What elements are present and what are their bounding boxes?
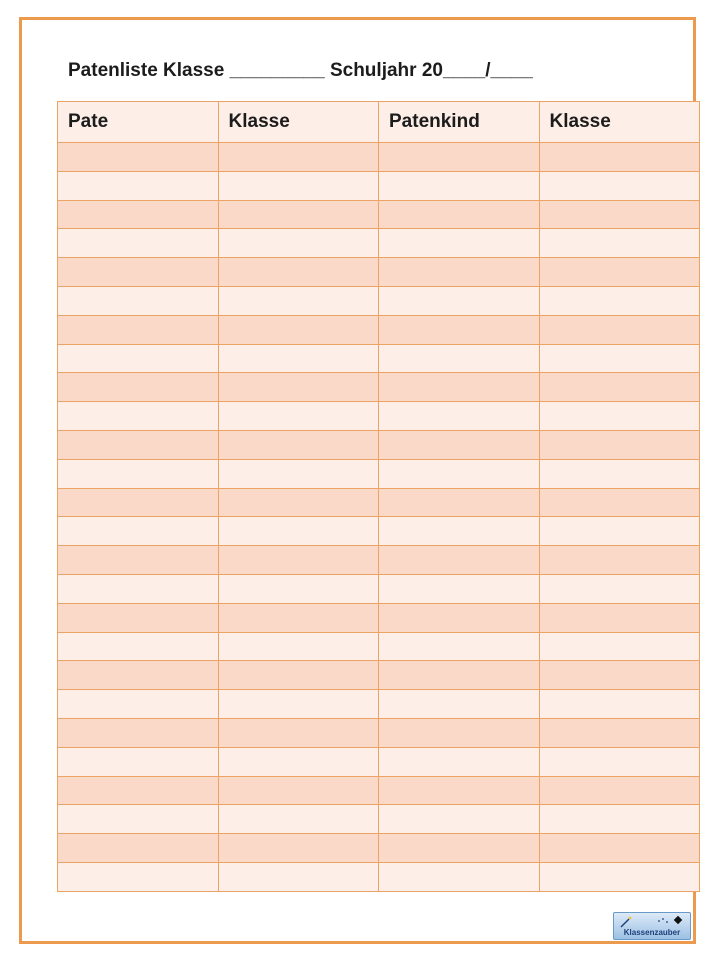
table-cell <box>218 517 379 546</box>
table-cell <box>379 286 540 315</box>
table-cell <box>539 229 700 258</box>
table-cell <box>218 603 379 632</box>
table-cell <box>58 574 219 603</box>
table-cell <box>539 632 700 661</box>
table-cell <box>218 546 379 575</box>
table-cell <box>218 632 379 661</box>
table-row <box>58 718 700 747</box>
table-cell <box>379 315 540 344</box>
table-cell <box>379 488 540 517</box>
table-cell <box>379 200 540 229</box>
table-cell <box>539 747 700 776</box>
table-header-row <box>58 102 700 143</box>
table-row <box>58 862 700 891</box>
table-cell <box>58 229 219 258</box>
table-cell <box>218 229 379 258</box>
table-row <box>58 200 700 229</box>
table-row <box>58 805 700 834</box>
table-cell <box>58 430 219 459</box>
table-cell <box>218 286 379 315</box>
header-klasse-2: Klasse <box>539 102 700 143</box>
table-row <box>58 143 700 172</box>
table-cell <box>218 200 379 229</box>
table-row <box>58 574 700 603</box>
table-row <box>58 776 700 805</box>
table-cell <box>58 459 219 488</box>
table-row <box>58 430 700 459</box>
table-row <box>58 286 700 315</box>
table-cell <box>379 229 540 258</box>
table-cell <box>58 143 219 172</box>
table-cell <box>218 143 379 172</box>
table-cell <box>379 171 540 200</box>
table-cell <box>539 258 700 287</box>
table-cell <box>379 402 540 431</box>
logo-text: Klassenzauber <box>623 928 681 937</box>
table-cell <box>539 488 700 517</box>
table-cell <box>58 344 219 373</box>
table-cell <box>379 459 540 488</box>
table-row <box>58 459 700 488</box>
table-cell <box>539 344 700 373</box>
table-cell <box>218 805 379 834</box>
table-cell <box>58 661 219 690</box>
table-cell <box>539 200 700 229</box>
table-cell <box>379 862 540 891</box>
header-pate: Pate <box>58 102 219 143</box>
table-cell <box>218 690 379 719</box>
table-row <box>58 488 700 517</box>
table-cell <box>539 862 700 891</box>
table-cell <box>539 402 700 431</box>
table-row <box>58 402 700 431</box>
table-cell <box>218 776 379 805</box>
table-cell <box>218 661 379 690</box>
table-cell <box>218 315 379 344</box>
table-cell <box>539 776 700 805</box>
table-cell <box>58 517 219 546</box>
table-cell <box>218 747 379 776</box>
table-cell <box>539 459 700 488</box>
table-row <box>58 834 700 863</box>
table-cell <box>379 661 540 690</box>
table-cell <box>218 862 379 891</box>
table-cell <box>218 430 379 459</box>
table-cell <box>58 171 219 200</box>
table-cell <box>379 517 540 546</box>
table-cell <box>539 143 700 172</box>
table-cell <box>539 373 700 402</box>
table-body <box>58 143 700 892</box>
table-cell <box>58 747 219 776</box>
table-cell <box>58 862 219 891</box>
table-row <box>58 517 700 546</box>
table-cell <box>379 344 540 373</box>
table-cell <box>58 402 219 431</box>
table-cell <box>218 574 379 603</box>
table-cell <box>539 286 700 315</box>
table-cell <box>379 718 540 747</box>
table-cell <box>379 546 540 575</box>
table-cell <box>379 143 540 172</box>
table-cell <box>218 459 379 488</box>
table-cell <box>58 488 219 517</box>
table-cell <box>539 718 700 747</box>
table-cell <box>58 834 219 863</box>
table-cell <box>539 517 700 546</box>
table-cell <box>539 171 700 200</box>
table-cell <box>218 488 379 517</box>
table-cell <box>539 603 700 632</box>
table-row <box>58 632 700 661</box>
page-title: Patenliste Klasse _________ Schuljahr 20____/____ <box>68 60 533 81</box>
table-cell <box>58 603 219 632</box>
klassenzauber-logo <box>613 912 691 940</box>
table-row <box>58 171 700 200</box>
table-cell <box>218 344 379 373</box>
header-klasse: Klasse <box>218 102 379 143</box>
table-cell <box>58 373 219 402</box>
table-row <box>58 229 700 258</box>
table-cell <box>218 834 379 863</box>
table-cell <box>58 315 219 344</box>
table-cell <box>539 690 700 719</box>
table-row <box>58 373 700 402</box>
table-cell <box>379 603 540 632</box>
table-row <box>58 258 700 287</box>
table-row <box>58 603 700 632</box>
table-cell <box>58 718 219 747</box>
table-cell <box>58 632 219 661</box>
table-cell <box>379 805 540 834</box>
table-cell <box>539 805 700 834</box>
table-row <box>58 315 700 344</box>
table-cell <box>58 546 219 575</box>
table-row <box>58 661 700 690</box>
table-cell <box>379 258 540 287</box>
table-row <box>58 344 700 373</box>
table-cell <box>379 430 540 459</box>
table-cell <box>218 171 379 200</box>
table-cell <box>58 286 219 315</box>
table-cell <box>218 258 379 287</box>
table-cell <box>58 258 219 287</box>
table-cell <box>218 718 379 747</box>
table-cell <box>218 373 379 402</box>
table-cell <box>58 200 219 229</box>
table-cell <box>539 430 700 459</box>
table-cell <box>58 805 219 834</box>
table-cell <box>379 690 540 719</box>
table-cell <box>379 776 540 805</box>
table-cell <box>539 834 700 863</box>
table-cell <box>539 661 700 690</box>
table-row <box>58 546 700 575</box>
sponsor-table <box>57 101 700 892</box>
table-cell <box>379 747 540 776</box>
table-cell <box>379 834 540 863</box>
table-cell <box>379 373 540 402</box>
table-cell <box>539 546 700 575</box>
table-cell <box>379 632 540 661</box>
table-cell <box>539 315 700 344</box>
table-cell <box>379 574 540 603</box>
table-row <box>58 690 700 719</box>
table-cell <box>58 690 219 719</box>
table-cell <box>539 574 700 603</box>
table-cell <box>58 776 219 805</box>
magic-wand-icon <box>619 914 685 928</box>
table-row <box>58 747 700 776</box>
table-cell <box>218 402 379 431</box>
header-patenkind: Patenkind <box>379 102 540 143</box>
